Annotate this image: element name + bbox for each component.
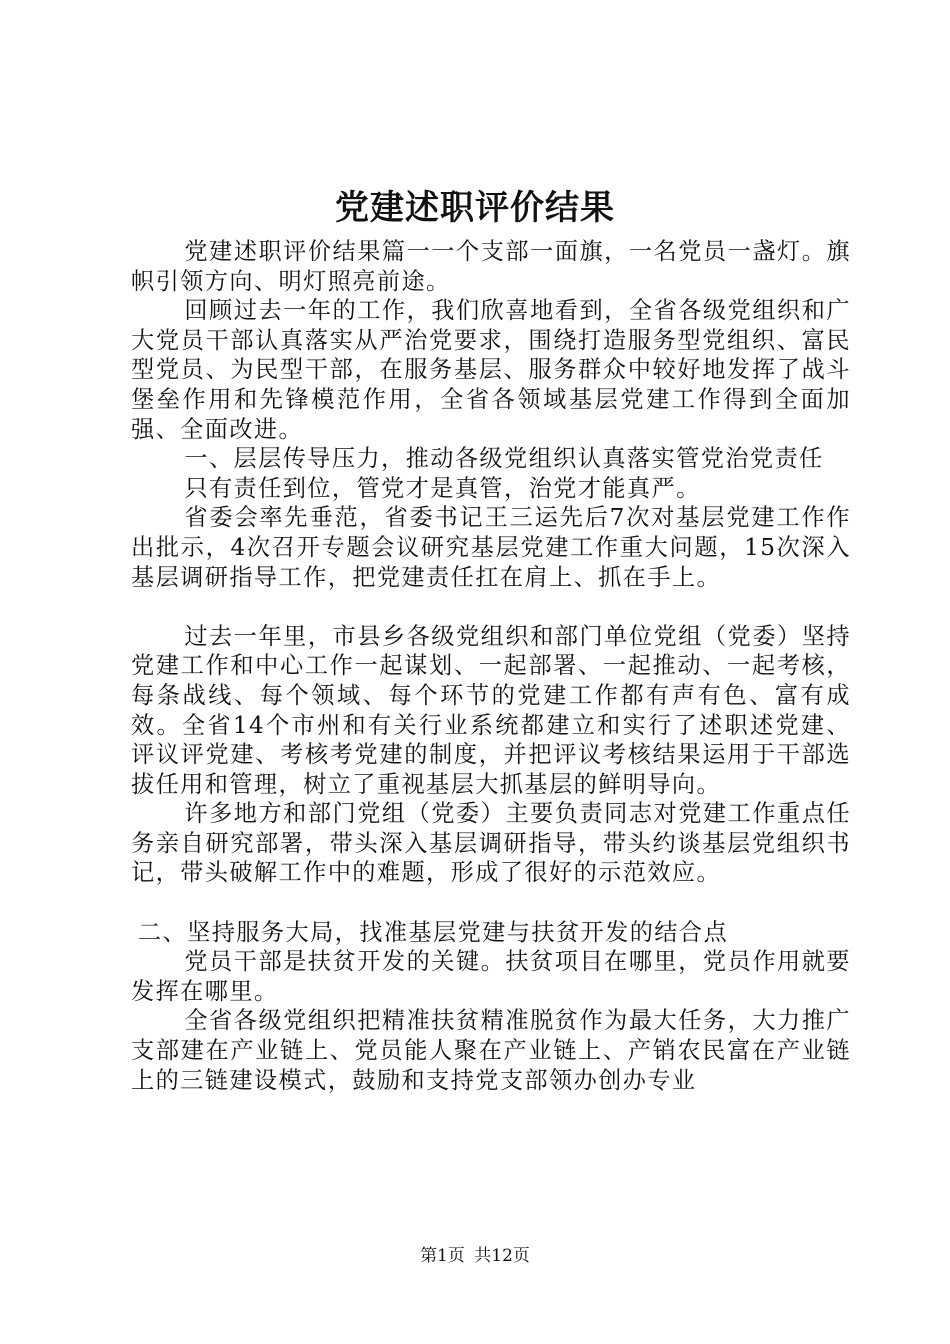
paragraph-poverty: 全省各级党组织把精准扶贫精准脱贫作为最大任务，大力推广支部建在产业链上、党员能人聚在产业链上、产销农民富在产业链上的三链建设模式，鼓励和支持党支部领办创办专业 [131, 1007, 851, 1094]
paragraph-leaders: 许多地方和部门党组（党委）主要负责同志对党建工作重点任务亲自研究部署，带头深入基层调研指导，带头约谈基层党组织书记，带头破解工作中的难题，形成了很好的示范效应。 [131, 800, 851, 887]
paragraph-cadres: 党员干部是扶贫开发的关键。扶贫项目在哪里，党员作用就要发挥在哪里。 [131, 948, 851, 1005]
section-heading-two: 二、坚持服务大局，找准基层党建与扶贫开发的结合点 [137, 918, 729, 946]
paragraph-review: 回顾过去一年的工作，我们欣喜地看到，全省各级党组织和广大党员干部认真落实从严治党要求，围绕打造服务型党组织、富民型党员、为民型干部，在服务基层、服务群众中较好地发挥了战斗堡垒作用和先锋模范作用，全省各领域基层党建工作得到全面加强、全面改进。 [131, 297, 851, 443]
paragraph-provincial-committee: 省委会率先垂范，省委书记王三运先后7次对基层党建工作作出批示，4次召开专题会议研究基层党建工作重大问题，15次深入基层调研指导工作，把党建责任扛在肩上、抓在手上。 [131, 504, 851, 591]
page-total: 共12页 [474, 1246, 530, 1266]
paragraph-past-year: 过去一年里，市县乡各级党组织和部门单位党组（党委）坚持党建工作和中心工作一起谋划、一起部署、一起推动、一起考核，每条战线、每个领域、每个环节的党建工作都有声有色、富有成效。全省14个市州和有关行业系统都建立和实行了述职述党建、评议评党建、考核考党建的制度，并把评议考核结果运用于干部选拔任用和管理，树立了重视基层大抓基层的鲜明导向。 [131, 622, 851, 798]
document-body [131, 237, 851, 1095]
page-footer [0, 1245, 950, 1267]
page-number: 第1页 [420, 1246, 465, 1266]
section-heading-one: 一、层层传导压力，推动各级党组织认真落实管党治党责任 [184, 445, 824, 473]
paragraph-intro: 党建述职评价结果篇一一个支部一面旗，一名党员一盏灯。旗帜引领方向、明灯照亮前途。 [131, 238, 851, 295]
document-title: 党建述职评价结果 [335, 188, 615, 228]
paragraph-responsibility: 只有责任到位，管党才是真管，治党才能真严。 [184, 474, 701, 502]
